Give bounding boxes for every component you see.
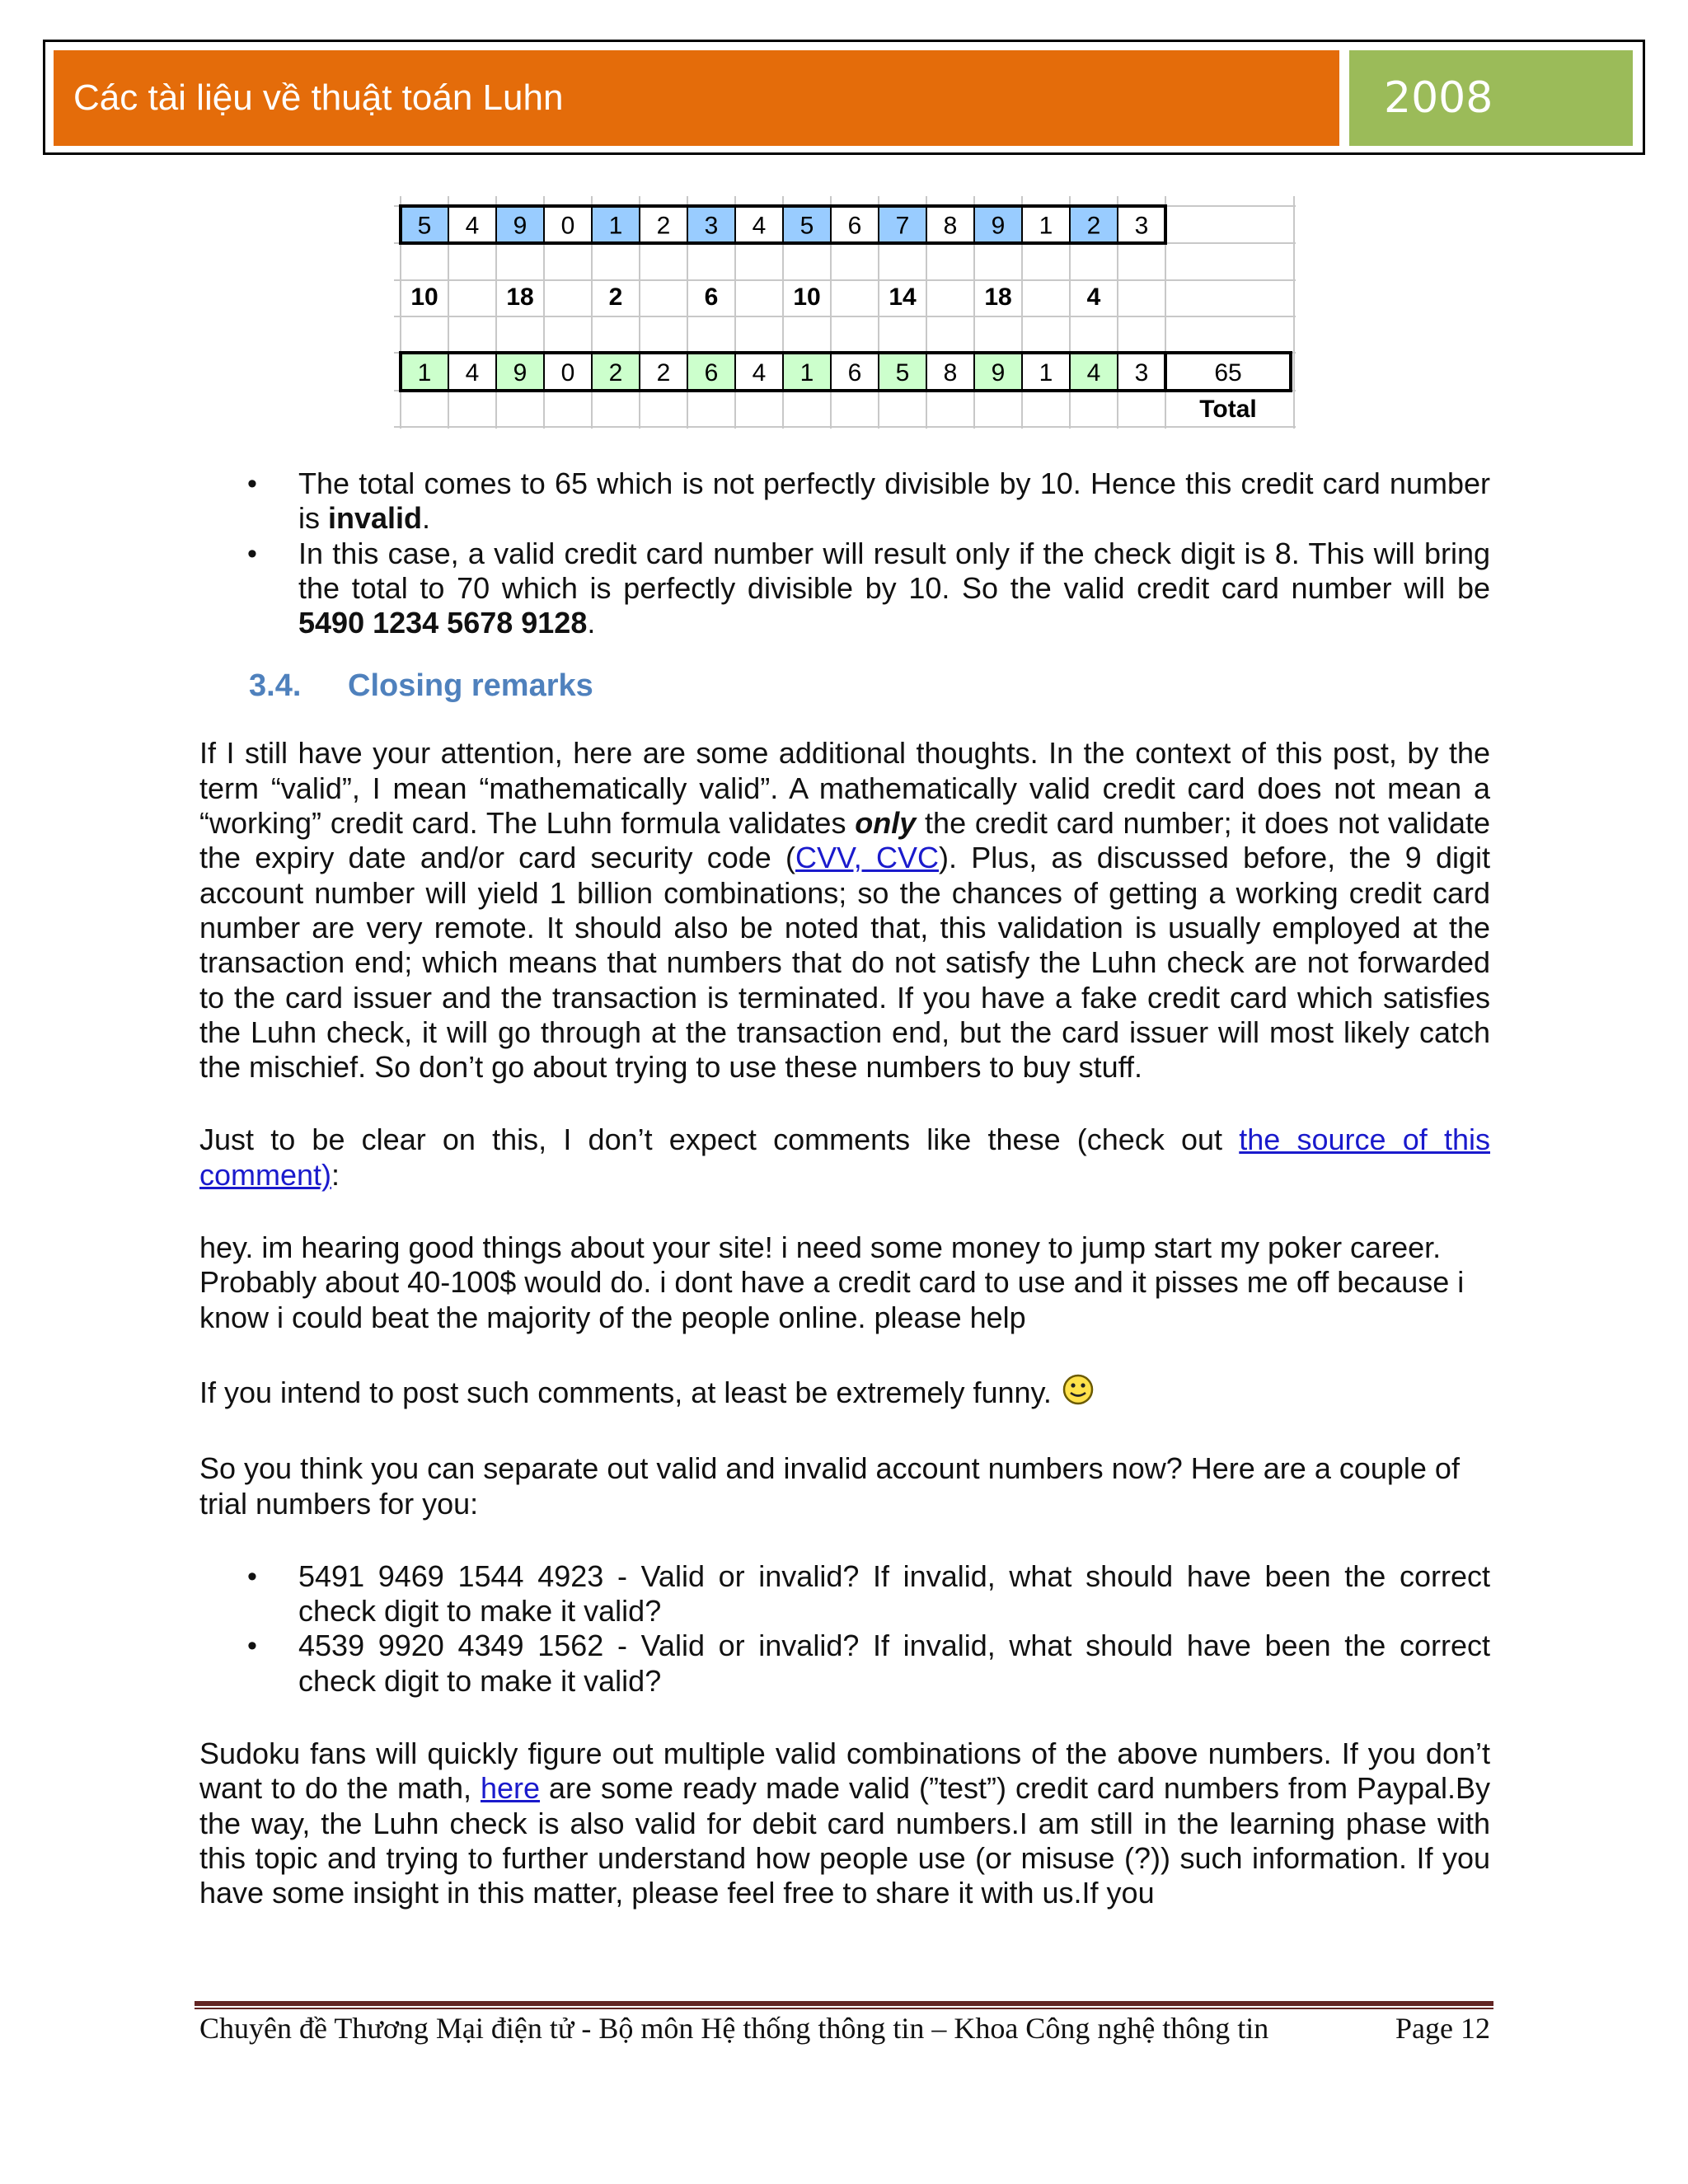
funny-paragraph	[199, 1373, 1490, 1413]
footer-page-number: Page 12	[1395, 2012, 1490, 2045]
total-value: 65	[1214, 359, 1242, 387]
card-number-row-digit: 6	[847, 212, 862, 240]
here-link[interactable]: here	[480, 1771, 541, 1806]
bullet-text: The total comes to 65 which is not perfectly divisible by 10. Hence this credit card number is	[298, 466, 1490, 536]
doubled-value: 14	[889, 284, 917, 311]
bullet-icon: •	[247, 1560, 257, 1592]
card-number-row-digit: 7	[895, 212, 910, 240]
result-row-digit: 6	[847, 359, 862, 387]
paragraph-text: :	[331, 1157, 340, 1192]
list-item	[199, 1559, 1490, 1629]
bullet-icon: •	[247, 1630, 257, 1662]
bullet-text: 4539 9920 4349 1562 - Valid or invalid? If invalid, what should have been the correct check digit to make it valid?	[298, 1629, 1490, 1698]
result-row-digit: 5	[895, 359, 910, 387]
trial-bullets	[199, 1559, 1490, 1699]
card-number-row-digit: 0	[560, 212, 575, 240]
bullet-icon: •	[247, 537, 257, 569]
list-item	[199, 466, 1490, 537]
quoted-comment: hey. im hearing good things about your site! i need some money to jump start my poker career. Probably about 40-100$ would do. i dont have a credit card to use and it pisses me off because i know i could beat the majority of the people online. please help	[199, 1230, 1465, 1334]
doubled-value: 6	[704, 284, 719, 311]
bullet-bold: invalid	[328, 501, 423, 536]
total-label: Total	[1199, 396, 1257, 423]
page-header	[43, 40, 1645, 155]
card-number-row-digit: 1	[1039, 212, 1053, 240]
paragraph-text: ). Plus, as discussed before, the 9 digit account number will yield 1 billion combinations; so the chances of getting a working credit card number are very remote. It should also be noted that, this validation is usually employed at the transaction end; which means that numbers that do not satisfy the Luhn check are not forwarded to the card issuer and the transaction is terminated. If you have a fake credit card which satisfies the Luhn check, it will go through at the transaction end, but the card issuer will most likely catch the mischief. So don’t go about trying to use these numbers to buy stuff.	[199, 841, 1490, 1085]
result-row-digit: 3	[1134, 359, 1149, 387]
result-row-digit: 2	[656, 359, 671, 387]
bullet-text: In this case, a valid credit card number will result only if the check digit is 8. This will bring the total to 70 which is perfectly divisible by 10. So the valid credit card number will be	[298, 536, 1490, 605]
cvv-cvc-link[interactable]: CVV, CVC	[795, 841, 939, 875]
result-row-digit: 1	[799, 359, 814, 387]
result-row-digit: 9	[991, 359, 1006, 387]
section-title: Closing remarks	[348, 668, 593, 704]
bullet-text: 5491 9469 1544 4923 - Valid or invalid? If invalid, what should have been the correct check digit to make it valid?	[298, 1558, 1490, 1629]
comment-source-link[interactable]: the source of this comment)	[199, 1122, 1490, 1192]
list-item	[199, 1629, 1490, 1699]
footer-course-text: Chuyên đề Thương Mại điện tử - Bộ môn Hệ thống thông tin – Khoa Công nghệ thông tin	[199, 2012, 1269, 2045]
doubled-value: 10	[793, 284, 821, 311]
card-number-row-digit: 3	[704, 212, 719, 240]
result-row-digit: 1	[417, 359, 432, 387]
result-row-digit: 1	[1039, 359, 1053, 387]
comment-intro-paragraph	[199, 1122, 1490, 1193]
paragraph-text: If you intend to post such comments, at least be extremely funny.	[199, 1375, 1052, 1409]
section-number: 3.4.	[249, 668, 302, 704]
paragraph-text: are some ready made valid (”test”) credit card numbers from Paypal.By the way, the Luhn check is also valid for debit card numbers.I am still in the learning phase with this topic and trying to further understand how people use (or misuse (?)) such information. If you have some insight in this matter, please feel free to share it with us.If you	[199, 1771, 1490, 1910]
card-number-row-digit: 2	[1086, 212, 1101, 240]
luhn-calculation-figure	[394, 196, 1301, 429]
result-row-digit: 4	[752, 359, 767, 387]
list-item	[199, 537, 1490, 641]
bullet-icon: •	[247, 468, 257, 499]
result-row-digit: 9	[513, 359, 528, 387]
paragraph-text: the credit card number; it does not validate the expiry date and/or card security code (	[199, 806, 1490, 875]
card-number-row-digit: 2	[656, 212, 671, 240]
header-title: Các tài liệu về thuật toán Luhn	[54, 50, 1339, 146]
card-number-row-digit: 9	[991, 212, 1006, 240]
card-number-row-digit: 5	[417, 212, 432, 240]
card-number-row-digit: 8	[943, 212, 958, 240]
card-number-row-digit: 9	[513, 212, 528, 240]
card-number-row-digit: 4	[465, 212, 480, 240]
doubled-value: 18	[506, 284, 534, 311]
trial-intro-paragraph: So you think you can separate out valid and invalid account numbers now? Here are a couple of trial numbers for you:	[199, 1451, 1460, 1521]
smiley-icon	[1062, 1373, 1095, 1413]
card-number-row-digit: 3	[1134, 212, 1149, 240]
card-number-row-digit: 5	[799, 212, 814, 240]
footer-divider	[195, 2001, 1493, 2011]
sudoku-paragraph	[199, 1736, 1490, 1910]
emphasis-only: only	[855, 806, 917, 841]
doubled-value: 4	[1086, 284, 1101, 311]
bullet-text-end: .	[422, 501, 431, 536]
result-row-digit: 4	[465, 359, 480, 387]
result-row-digit: 2	[608, 359, 623, 387]
bullet-text-end: .	[587, 606, 596, 640]
card-number-row-digit: 1	[608, 212, 623, 240]
paragraph-text: Just to be clear on this, I don’t expect comments like these (check out	[199, 1122, 1240, 1157]
section-heading	[199, 665, 1490, 706]
card-number-row-digit: 4	[752, 212, 767, 240]
bullet-bold: 5490 1234 5678 9128	[298, 606, 588, 640]
doubled-value: 18	[984, 284, 1012, 311]
result-bullets	[199, 466, 1490, 640]
paragraph-text: If I still have your attention, here are some additional thoughts. In the context of this post, by the term “valid”, I mean “mathematically valid”. A mathematically valid credit card does not mean a “working” credit card. The Luhn formula validates	[199, 736, 1490, 841]
header-year: 2008	[1349, 50, 1633, 146]
result-row-digit: 4	[1086, 359, 1101, 387]
result-row-digit: 8	[943, 359, 958, 387]
doubled-value: 2	[608, 284, 623, 311]
doubled-value: 10	[410, 284, 438, 311]
result-row-digit: 0	[560, 359, 575, 387]
paragraph-text: Sudoku fans will quickly figure out multiple valid combinations of the above numbers. If you don’t want to do the math,	[199, 1736, 1490, 1806]
page-content	[199, 466, 1490, 1911]
closing-paragraph	[199, 736, 1490, 1085]
result-row-digit: 6	[704, 359, 719, 387]
